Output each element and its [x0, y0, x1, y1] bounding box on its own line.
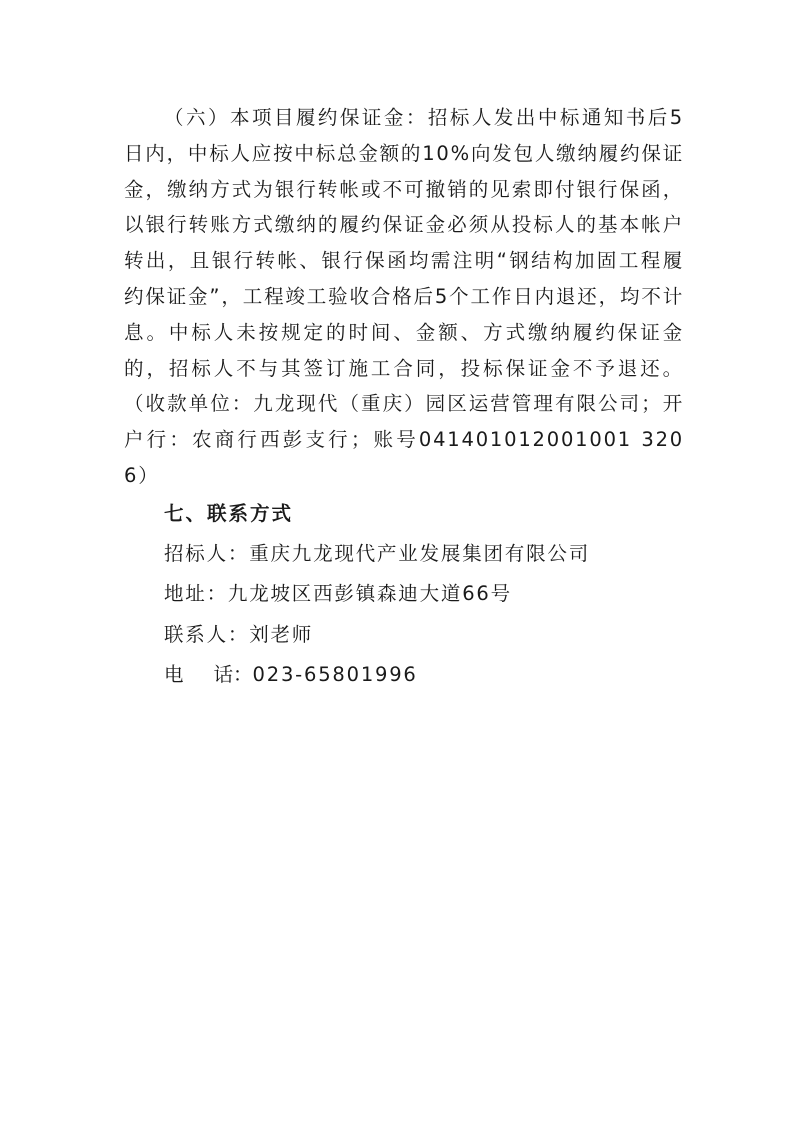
- document-page: [124, 100, 684, 696]
- phone-label-first: 电: [164, 663, 184, 687]
- phone-number: 023-65801996: [252, 663, 418, 687]
- phone-line: [124, 655, 684, 696]
- contact-section-heading: 七、联系方式: [164, 501, 294, 525]
- contact-person-line: 联系人：刘老师: [164, 622, 314, 646]
- tenderer-line: 招标人：重庆九龙现代产业发展集团有限公司: [164, 541, 591, 565]
- performance-bond-paragraph: （六）本项目履约保证金：招标人发出中标通知书后5日内，中标人应按中标总金额的10%向发包人缴纳履约保证金，缴纳方式为银行转帐或不可撤销的见索即付银行保函，以银行转账方式缴纳的履约保证金必须从投标人的基本帐户转出，且银行转帐、银行保函均需注明“钢结构加固工程履约保证金”，工程竣工验收合格后5个工作日内退还，均不计息。中标人未按规定的时间、金额、方式缴纳履约保证金的，招标人不与其签订施工合同，投标保证金不予退还。（收款单位：九龙现代（重庆）园区运营管理有限公司；开户行：农商行西彭支行；账号041401012001001 3206）: [124, 106, 684, 487]
- phone-label-second: 话：: [213, 663, 253, 687]
- address-line: 地址：九龙坡区西彭镇森迪大道66号: [164, 582, 512, 606]
